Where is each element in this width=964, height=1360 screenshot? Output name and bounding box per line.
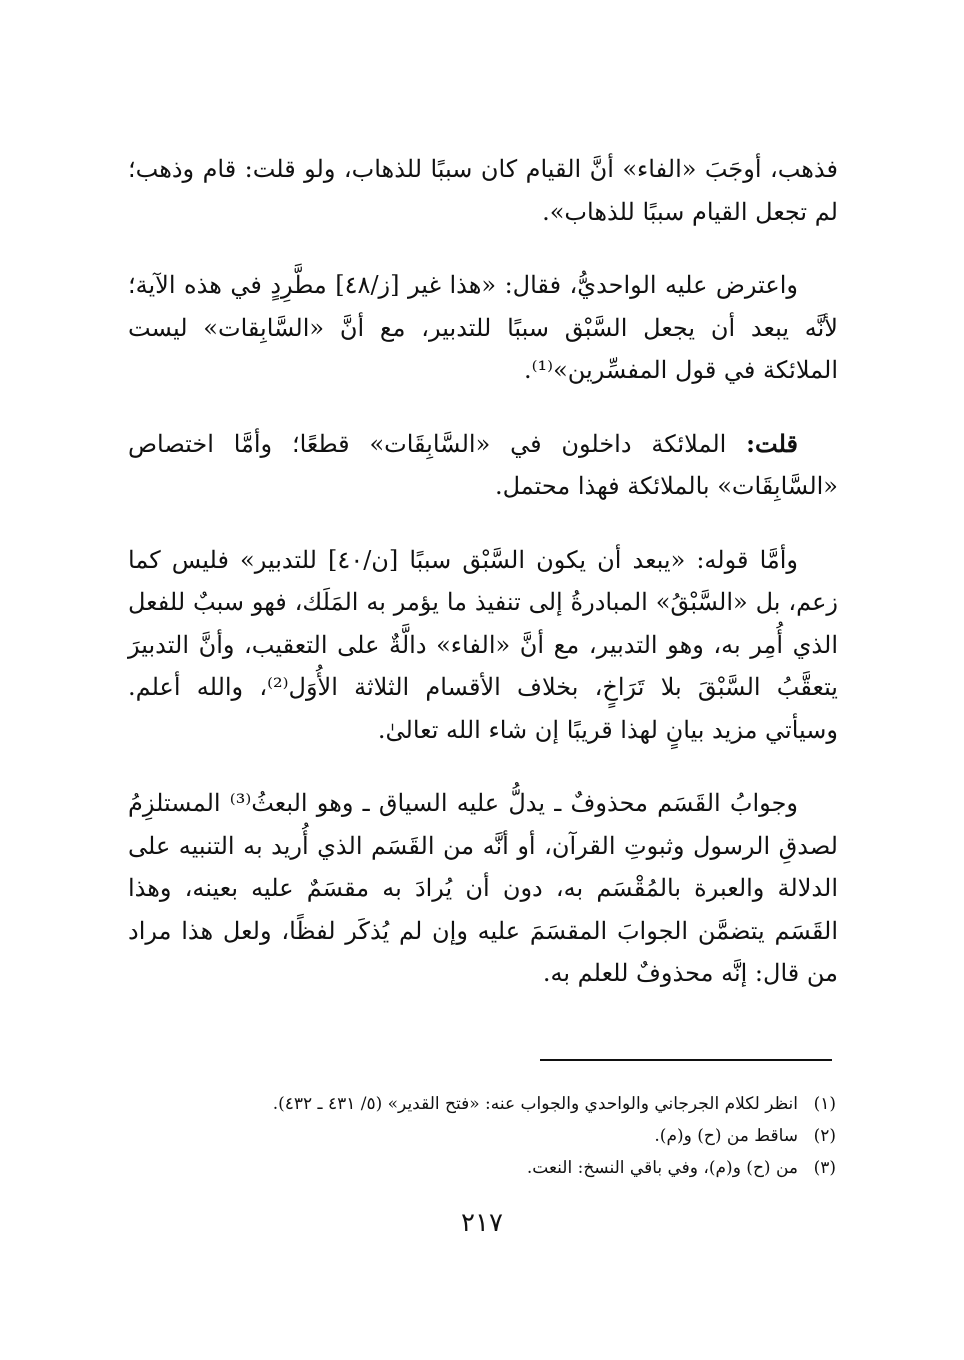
paragraph-4-text: وأمَّا قوله: «يبعد أن يكون السَّبْق سببًا [ن/٤٠] للتدبير» فليس كما زعم، بل «السَّبْقُ» المبادرةُ إلى تنفيذ ما يؤمر به المَلَك، فهو سببٌ للفعل الذي أُمِر به، وهو التدبير، مع أنَّ «الفاء» دالَّةٌ على التعقيب، وأنَّ التدبيرَ يتعقَّبُ السَّبْقَ بلا تَرَاخٍ، بخلاف الأقسام الثلاثة الأُوَل⁽²⁾، والله أعلم. وسيأتي مزيد بيانٍ لهذا قريبًا إن شاء الله تعالىٰ. <box>128 545 838 744</box>
footnotes <box>136 1088 836 1184</box>
footnote-text: انظر لكلام الجرجاني والواحدي والجواب عنه: «فتح القدير» (٥/ ٤٣١ ـ ٤٣٢). <box>272 1094 798 1114</box>
paragraph-1-text: فذهب، أوجَبَ «الفاء» أنَّ القيام كان سببًا للذهاب، ولو قلت: قام وذهب؛ لم تجعل القيام سببًا للذهاب». <box>128 155 838 226</box>
paragraph-1 <box>128 148 838 233</box>
footnote-number: (٣) <box>813 1158 836 1178</box>
footnote-3 <box>136 1152 836 1184</box>
paragraph-3-text: الملائكة داخلون في «السَّابِقَات» قطعًا؛ وأمَّا اختصاص «السَّابِقَات» بالملائكة فهذا محتمل. <box>128 429 838 500</box>
paragraph-3 <box>128 423 838 508</box>
footnote-divider <box>540 1059 832 1061</box>
paragraph-4 <box>128 539 838 752</box>
paragraph-2-text: واعترض عليه الواحديُّ، فقال: «هذا غير [ز/٤٨] مطَّرِدٍ في هذه الآية؛ لأنَّه يبعد أن يجعل السَّبْق سببًا للتدبير، مع أنَّ «السَّابِقات» ليست الملائكة في قول المفسِّرين»⁽¹⁾. <box>128 271 838 384</box>
footnote-text: ساقط من (ح) و(م). <box>654 1126 798 1146</box>
footnote-number: (٢) <box>813 1126 836 1146</box>
page-number: ٢١٧ <box>461 1208 503 1238</box>
footnote-text: من (ح) و(م)، وفي باقي النسخ: النعت. <box>526 1158 798 1178</box>
main-text <box>128 148 838 1026</box>
paragraph-3-lead: قلت: <box>746 428 798 458</box>
footnote-1 <box>136 1088 836 1120</box>
paragraph-2 <box>128 264 838 392</box>
footnote-2 <box>136 1120 836 1152</box>
paragraph-5 <box>128 782 838 995</box>
footnote-number: (١) <box>813 1094 836 1114</box>
paragraph-5-text: وجوابُ القَسَم محذوفٌ ـ يدلُّ عليه السياق ـ وهو البعثُ⁽³⁾ المستلزِمُ لصدقِ الرسول وثبوتِ القرآن، أو أنَّه من القَسَم الذي أُريد به التنبيه على الدلالة والعبرة بالمُقْسَم به، دون أن يُرادَ به مقسَمٌ عليه بعينه، وهذا القَسَم يتضمَّن الجوابَ المقسَمَ عليه وإن لم يُذكَر لفظًا، ولعل هذا مراد من قال: إنَّه محذوفٌ للعلم به. <box>128 789 839 987</box>
